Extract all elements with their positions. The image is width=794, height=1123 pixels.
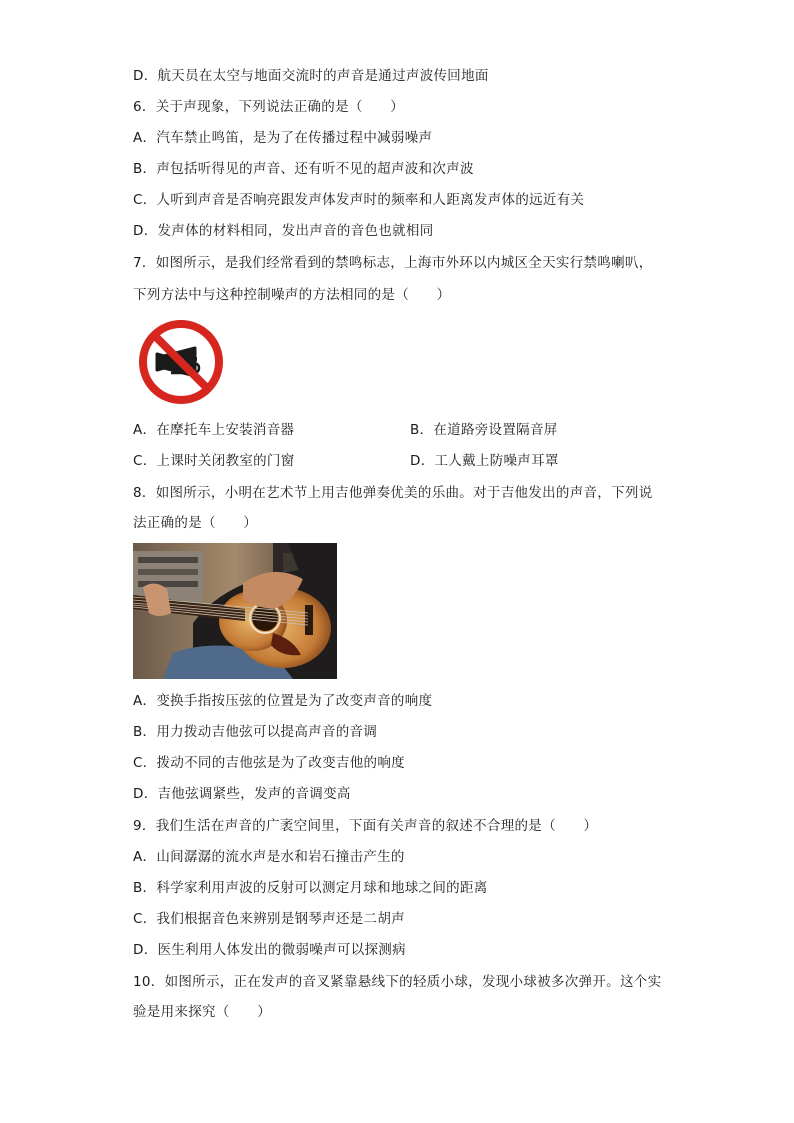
q6-stem: 6．关于声现象，下列说法正确的是（ ） [133,99,405,115]
no-horn-sign-image [137,318,225,406]
q9-option-b: B．科学家利用声波的反射可以测定月球和地球之间的距离 [133,880,488,896]
q9-option-a: A．山间潺潺的流水声是水和岩石撞击产生的 [133,849,405,865]
q7-option-d: D．工人戴上防噪声耳罩 [410,453,559,469]
q8-option-b: B．用力拨动吉他弦可以提高声音的音调 [133,724,378,740]
q8-option-a: A．变换手指按压弦的位置是为了改变声音的响度 [133,693,433,709]
q10-stem-line2: 验是用来探究（ ） [133,1004,271,1020]
q9-option-d: D．医生利用人体发出的微弱噪声可以探测病 [133,942,406,958]
q8-stem-line2: 法正确的是（ ） [133,515,258,531]
q8-option-d: D．吉他弦调紧些，发声的音调变高 [133,786,351,802]
q6-option-a: A．汽车禁止鸣笛，是为了在传播过程中减弱噪声 [133,130,433,146]
q7-option-b: B．在道路旁设置隔音屏 [410,422,558,438]
guitar-photo [133,543,337,679]
q10-stem-line1: 10．如图所示，正在发声的音叉紧靠悬线下的轻质小球，发现小球被多次弹开。这个实 [133,974,662,990]
q8-option-c: C．拨动不同的吉他弦是为了改变吉他的响度 [133,755,405,771]
q8-stem-line1: 8．如图所示，小明在艺术节上用吉他弹奏优美的乐曲。对于吉他发出的声音，下列说 [133,485,653,501]
q7-option-a: A．在摩托车上安装消音器 [133,422,295,438]
q7-stem-line2: 下列方法中与这种控制噪声的方法相同的是（ ） [133,287,451,303]
q5-option-d: D．航天员在太空与地面交流时的声音是通过声波传回地面 [133,68,489,84]
q6-option-b: B．声包括听得见的声音、还有听不见的超声波和次声波 [133,161,474,177]
q7-option-c: C．上课时关闭教室的门窗 [133,453,295,469]
q7-stem-line1: 7．如图所示，是我们经常看到的禁鸣标志，上海市外环以内城区全天实行禁鸣喇叭， [133,255,653,271]
q9-option-c: C．我们根据音色来辨别是钢琴声还是二胡声 [133,911,405,927]
q6-option-c: C．人听到声音是否响亮跟发声体发声时的频率和人距离发声体的远近有关 [133,192,585,208]
q6-option-d: D．发声体的材料相同，发出声音的音色也就相同 [133,223,434,239]
q9-stem: 9．我们生活在声音的广袤空间里，下面有关声音的叙述不合理的是（ ） [133,818,598,834]
